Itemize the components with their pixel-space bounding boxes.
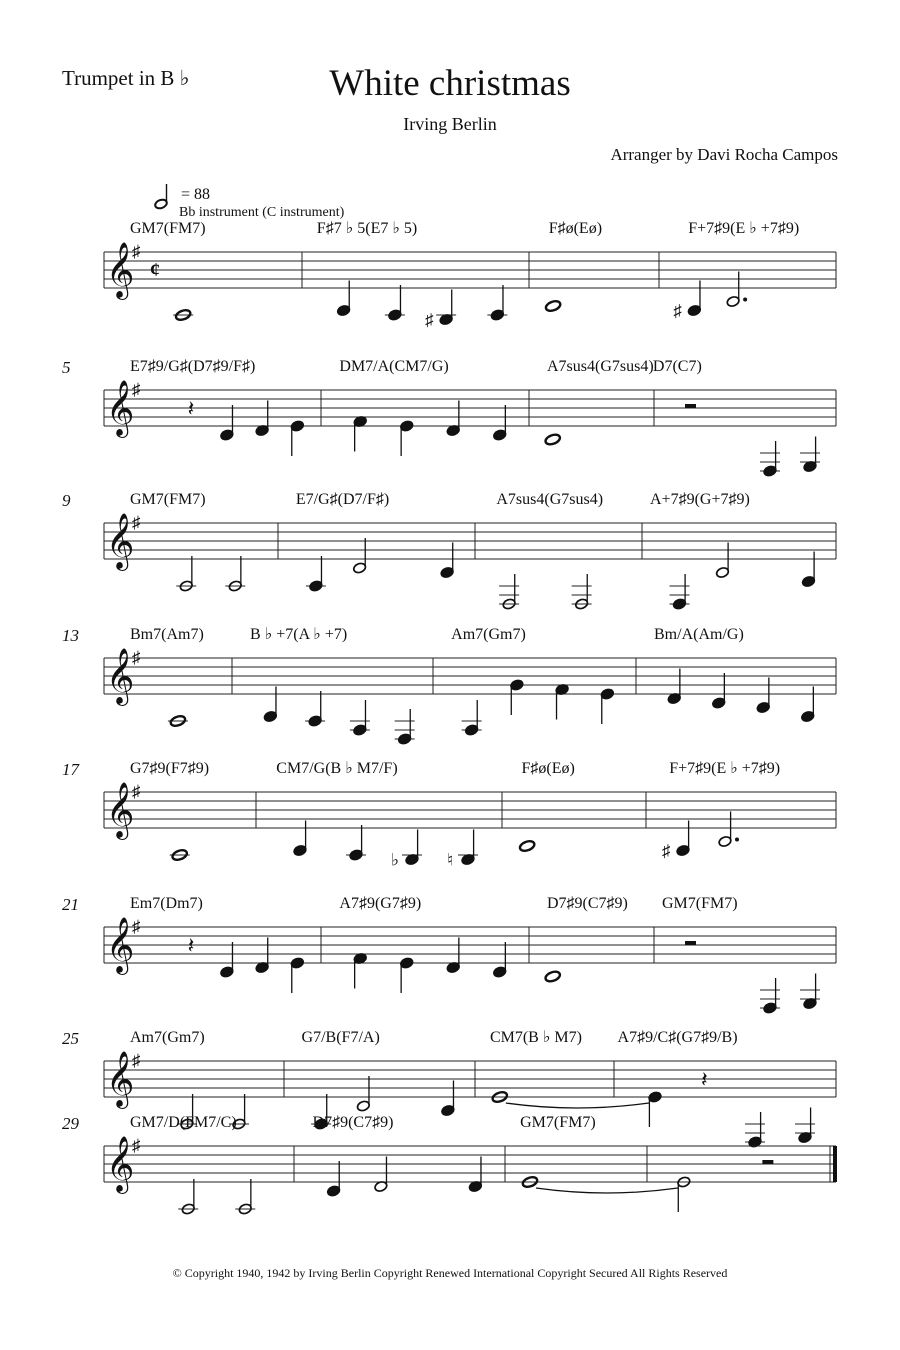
measure-number: 13 [62,626,79,645]
chord-symbol: Am7(Gm7) [451,626,526,643]
chord-symbol: Em7(Dm7) [130,895,203,912]
quarter-rest-icon: 𝄽 [187,933,195,958]
chord-symbol: F♯ø(Eø) [548,220,603,237]
staff-system [62,358,836,477]
sharp-key-signature-icon: ♯ [132,242,141,261]
chord-symbol: A7sus4(G7sus4) [496,491,604,508]
staff-system [62,626,836,745]
measure-number: 25 [62,1029,79,1048]
measure-number: 5 [62,358,71,377]
note-head [545,299,562,312]
treble-clef-icon: 𝄞 [106,244,135,297]
treble-clef-icon: 𝄞 [106,919,135,972]
tie-icon [536,1188,678,1193]
arranger-credit: Arranger by Davi Rocha Campos [610,145,838,164]
accidental-icon: ♯ [662,841,671,861]
chord-symbol: D7(C7) [652,358,702,375]
sharp-key-signature-icon: ♯ [132,782,141,801]
final-barline-thick [833,1146,837,1182]
note-head [544,433,561,446]
measure-number: 21 [62,895,79,914]
chord-symbol: A7sus4(G7sus4) [547,358,654,375]
chord-symbol: F+7♯9(E ♭ +7♯9) [688,220,800,237]
sharp-key-signature-icon: ♯ [132,513,141,532]
note-head [519,839,536,852]
tempo-marking: = 88 [181,186,211,203]
chord-symbol: E7♯9/G♯(D7♯9/F♯) [130,358,256,375]
accidental-icon: ♭ [391,850,400,870]
chord-symbol: GM7(FM7) [130,491,206,508]
performance-note: Bb instrument (C instrument) [179,205,345,220]
treble-clef-icon: 𝄞 [106,515,135,568]
sharp-key-signature-icon: ♯ [132,648,141,667]
chord-symbol: CM7(B ♭ M7) [489,1029,582,1046]
page-title: White christmas [329,63,571,104]
chord-symbol: GM7/D(FM7/C) [130,1114,237,1131]
chord-symbol: G7♯9(F7♯9) [130,760,210,777]
chord-symbol: GM7(FM7) [130,220,206,237]
chord-symbol: F♯7 ♭ 5(E7 ♭ 5) [316,220,418,237]
copyright-notice: © Copyright 1940, 1942 by Irving Berlin Copyright Renewed International Copyright Secured All Rights Reserved [172,1266,728,1280]
chord-symbol: A7♯9/C♯(G7♯9/B) [617,1029,738,1046]
treble-clef-icon: 𝄞 [106,1053,135,1106]
sharp-key-signature-icon: ♯ [132,1136,141,1155]
accidental-icon: ♯ [673,301,682,321]
chord-symbol: A+7♯9(G+7♯9) [650,491,750,508]
chord-symbol: Bm/A(Am/G) [654,626,744,643]
quarter-rest-icon: 𝄽 [187,396,195,421]
measure-number: 29 [62,1114,79,1133]
dot-icon [743,298,747,302]
dot-icon [735,838,739,842]
chord-symbol: B ♭ +7(A ♭ +7) [250,626,348,643]
instrument-label: Trumpet in B ♭ [62,66,190,90]
cut-time-icon: ¢ [150,259,160,281]
staff-system [62,1114,837,1215]
chord-symbol: F♯ø(Eø) [521,760,575,777]
treble-clef-icon: 𝄞 [106,1138,135,1191]
chord-symbol: GM7(FM7) [662,895,738,912]
measure-number: 9 [62,491,71,510]
half-rest-icon [685,404,696,408]
accidental-icon: ♯ [425,310,434,330]
chord-symbol: E7/G♯(D7/F♯) [295,491,390,508]
accidental-icon: ♮ [447,850,454,870]
tie-icon [506,1103,649,1108]
half-rest-icon [762,1160,773,1164]
chord-symbol: F+7♯9(E ♭ +7♯9) [669,760,781,777]
staff-system [62,491,836,610]
treble-clef-icon: 𝄞 [106,382,135,435]
sharp-key-signature-icon: ♯ [132,380,141,399]
treble-clef-icon: 𝄞 [106,784,135,837]
note-head [544,970,561,983]
sharp-key-signature-icon: ♯ [132,917,141,936]
treble-clef-icon: 𝄞 [106,650,135,703]
chord-symbol: D7♯9(C7♯9) [312,1114,394,1131]
chord-symbol: A7♯9(G7♯9) [339,895,422,912]
staff-system [62,895,836,1014]
chord-symbol: GM7(FM7) [520,1114,596,1131]
half-rest-icon [685,941,696,945]
chord-symbol: D7♯9(C7♯9) [547,895,628,912]
chord-symbol: G7/B(F7/A) [301,1029,380,1046]
chord-symbol: Bm7(Am7) [130,626,204,643]
staff-system [104,220,836,330]
measure-number: 17 [62,760,79,779]
composer-name: Irving Berlin [403,114,497,134]
staff-system [62,760,836,870]
quarter-rest-icon: 𝄽 [701,1067,708,1092]
chord-symbol: Am7(Gm7) [130,1029,205,1046]
chord-symbol: CM7/G(B ♭ M7/F) [276,760,398,777]
sharp-key-signature-icon: ♯ [132,1051,141,1070]
chord-symbol: DM7/A(CM7/G) [339,358,449,375]
